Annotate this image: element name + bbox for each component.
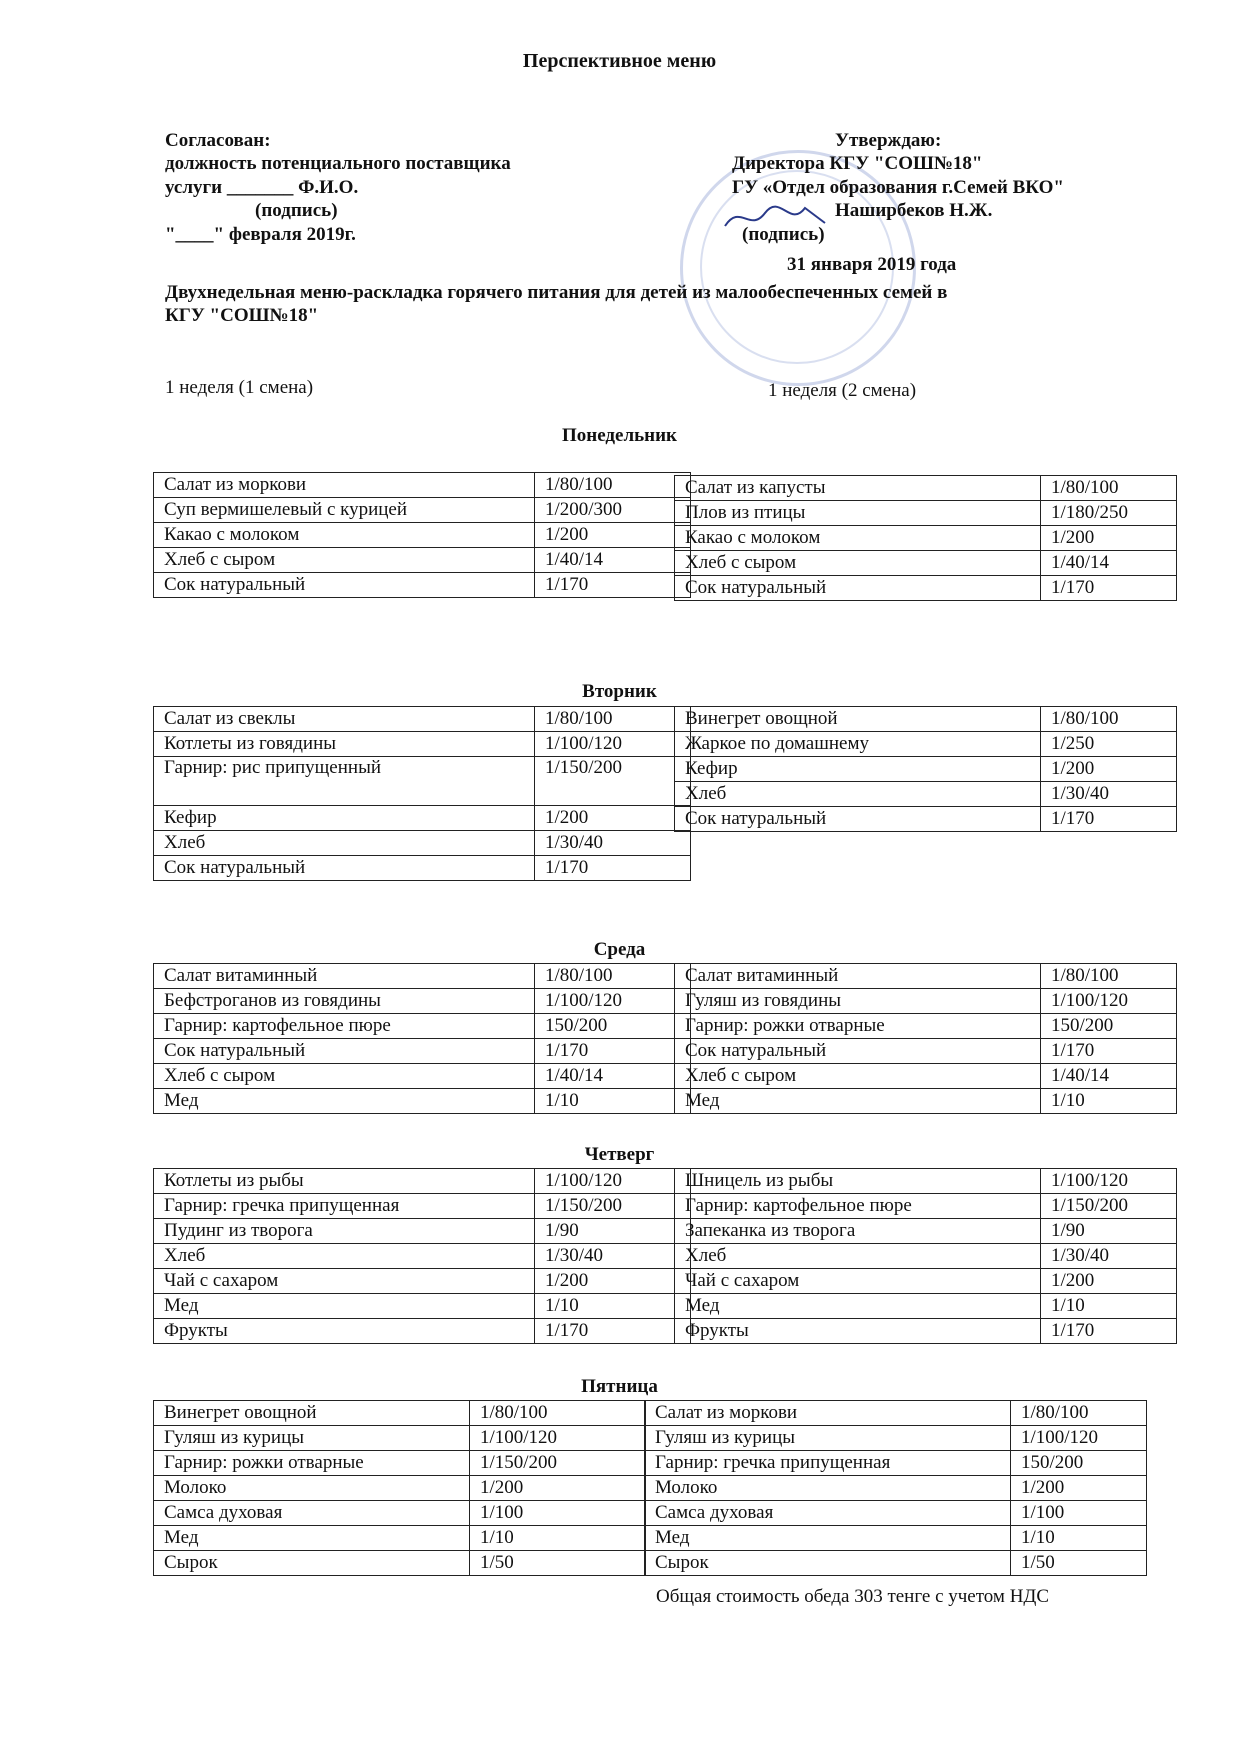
portion-size: 1/10: [1011, 1526, 1147, 1551]
dish-name: Сок натуральный: [675, 1039, 1041, 1064]
portion-size: 1/250: [1041, 732, 1177, 757]
menu-row: [675, 476, 1177, 501]
menu-row: [675, 526, 1177, 551]
menu-row: [675, 501, 1177, 526]
total-cost-note: Общая стоимость обеда 303 тенге с учетом НДС: [656, 1586, 1050, 1607]
menu-row: [154, 964, 691, 989]
dish-name: Хлеб: [675, 1244, 1041, 1269]
menu-row: [154, 1089, 691, 1114]
portion-size: 1/180/250: [1041, 501, 1177, 526]
menu-table-friday-shift2: [644, 1400, 1147, 1576]
dish-name: Сок натуральный: [154, 1039, 535, 1064]
dish-name: Фрукты: [675, 1319, 1041, 1344]
department-name: ГУ «Отдел образования г.Семей ВКО": [732, 177, 1064, 198]
dish-name: Винегрет овощной: [675, 707, 1041, 732]
menu-row: [675, 1169, 1177, 1194]
menu-table-monday-shift1: [153, 472, 691, 598]
dish-name: Хлеб с сыром: [154, 548, 535, 573]
dish-name: Гуляш из курицы: [154, 1426, 470, 1451]
portion-size: 1/100/120: [535, 1169, 691, 1194]
menu-row: [675, 757, 1177, 782]
dish-name: Кефир: [675, 757, 1041, 782]
menu-row: [154, 831, 691, 856]
menu-row: [154, 1269, 691, 1294]
menu-table-monday-shift2: [674, 475, 1177, 601]
dish-name: Шницель из рыбы: [675, 1169, 1041, 1194]
portion-size: 1/100: [1011, 1501, 1147, 1526]
supplier-name-line: услуги _______ Ф.И.О.: [165, 177, 359, 198]
portion-size: 1/40/14: [535, 548, 691, 573]
portion-size: 150/200: [1041, 1014, 1177, 1039]
menu-row: [154, 1039, 691, 1064]
menu-row: [645, 1501, 1147, 1526]
portion-size: 1/10: [470, 1526, 646, 1551]
menu-row: [154, 856, 691, 881]
dish-name: Запеканка из творога: [675, 1219, 1041, 1244]
dish-name: Хлеб с сыром: [154, 1064, 535, 1089]
portion-size: 1/170: [1041, 1039, 1177, 1064]
dish-name: Котлеты из говядины: [154, 732, 535, 757]
dish-name: Салат из моркови: [645, 1401, 1011, 1426]
menu-row: [154, 1219, 691, 1244]
portion-size: 150/200: [1011, 1451, 1147, 1476]
menu-row: [675, 1219, 1177, 1244]
portion-size: 1/170: [535, 856, 691, 881]
portion-size: 1/30/40: [1041, 1244, 1177, 1269]
menu-row: [154, 1551, 646, 1576]
dish-name: Бефстроганов из говядины: [154, 989, 535, 1014]
dish-name: Гарнир: рожки отварные: [154, 1451, 470, 1476]
portion-size: 1/170: [535, 1039, 691, 1064]
portion-size: 1/80/100: [535, 473, 691, 498]
menu-row: [154, 1319, 691, 1344]
menu-row: [154, 1064, 691, 1089]
description-line-1: Двухнедельная меню-раскладка горячего питания для детей из малообеспеченных семей в: [165, 282, 948, 303]
menu-row: [675, 989, 1177, 1014]
dish-name: Чай с сахаром: [675, 1269, 1041, 1294]
portion-size: 1/150/200: [1041, 1194, 1177, 1219]
dish-name: Сырок: [154, 1551, 470, 1576]
portion-size: 1/10: [535, 1294, 691, 1319]
portion-size: 1/80/100: [1011, 1401, 1147, 1426]
menu-row: [675, 1269, 1177, 1294]
dish-name: Хлеб: [675, 782, 1041, 807]
portion-size: 1/40/14: [535, 1064, 691, 1089]
menu-row: [154, 573, 691, 598]
menu-row: [675, 707, 1177, 732]
menu-row: [154, 498, 691, 523]
dish-name: Какао с молоком: [675, 526, 1041, 551]
dish-name: Кефир: [154, 806, 535, 831]
menu-row: [675, 1064, 1177, 1089]
dish-name: Суп вермишелевый с курицей: [154, 498, 535, 523]
dish-name: Самса духовая: [154, 1501, 470, 1526]
menu-row: [675, 576, 1177, 601]
portion-size: 1/170: [535, 1319, 691, 1344]
menu-row: [154, 732, 691, 757]
portion-size: 1/80/100: [470, 1401, 646, 1426]
menu-row: [154, 1426, 646, 1451]
menu-table-wednesday-shift2: [674, 963, 1177, 1114]
dish-name: Плов из птицы: [675, 501, 1041, 526]
dish-name: Хлеб с сыром: [675, 551, 1041, 576]
portion-size: 1/100/120: [1011, 1426, 1147, 1451]
day-heading-thursday: Четверг: [584, 1144, 655, 1165]
portion-size: 1/100: [470, 1501, 646, 1526]
menu-table-friday-shift1: [153, 1400, 646, 1576]
menu-row: [675, 1244, 1177, 1269]
menu-row: [675, 1194, 1177, 1219]
description-line-2: КГУ "СОШ№18": [165, 305, 319, 326]
portion-size: 1/200: [535, 523, 691, 548]
menu-row: [645, 1401, 1147, 1426]
menu-row: [154, 1014, 691, 1039]
portion-size: 1/200: [535, 1269, 691, 1294]
portion-size: 1/200: [535, 806, 691, 831]
portion-size: 1/200/300: [535, 498, 691, 523]
dish-name: Мед: [154, 1089, 535, 1114]
dish-name: Мед: [675, 1294, 1041, 1319]
signature-caption-left: (подпись): [255, 200, 338, 221]
menu-row: [675, 782, 1177, 807]
menu-table-tuesday-shift2: [674, 706, 1177, 832]
dish-name: Жаркое по домашнему: [675, 732, 1041, 757]
menu-row: [154, 1244, 691, 1269]
menu-row: [154, 707, 691, 732]
portion-size: 1/80/100: [1041, 964, 1177, 989]
signature-caption-right: (подпись): [742, 224, 825, 245]
menu-table-thursday-shift2: [674, 1168, 1177, 1344]
approve-label: Утверждаю:: [835, 130, 942, 151]
dish-name: Молоко: [154, 1476, 470, 1501]
agreed-label: Согласован:: [165, 130, 271, 151]
dish-name: Хлеб с сыром: [675, 1064, 1041, 1089]
portion-size: 1/90: [535, 1219, 691, 1244]
menu-table-thursday-shift1: [153, 1168, 691, 1344]
portion-size: 1/100/120: [1041, 1169, 1177, 1194]
dish-name: Гарнир: картофельное пюре: [154, 1014, 535, 1039]
menu-row: [675, 1089, 1177, 1114]
portion-size: 1/40/14: [1041, 1064, 1177, 1089]
portion-size: 1/100/120: [470, 1426, 646, 1451]
shift-label-right: 1 неделя (2 смена): [768, 380, 917, 401]
menu-row: [645, 1551, 1147, 1576]
menu-row: [154, 1294, 691, 1319]
portion-size: 1/200: [470, 1476, 646, 1501]
dish-name: Сок натуральный: [154, 856, 535, 881]
menu-row: [675, 964, 1177, 989]
menu-row: [675, 1014, 1177, 1039]
menu-row: [154, 523, 691, 548]
dish-name: Гарнир: рис припущенный: [154, 757, 535, 806]
menu-row: [645, 1476, 1147, 1501]
portion-size: 1/40/14: [1041, 551, 1177, 576]
dish-name: Салат из свеклы: [154, 707, 535, 732]
dish-name: Мед: [154, 1526, 470, 1551]
dish-name: Мед: [645, 1526, 1011, 1551]
portion-size: 1/10: [1041, 1294, 1177, 1319]
dish-name: Фрукты: [154, 1319, 535, 1344]
portion-size: 1/150/200: [535, 1194, 691, 1219]
dish-name: Молоко: [645, 1476, 1011, 1501]
menu-row: [675, 1039, 1177, 1064]
menu-row: [154, 548, 691, 573]
dish-name: Салат из капусты: [675, 476, 1041, 501]
menu-table-tuesday-shift1: [153, 706, 691, 881]
portion-size: 1/30/40: [1041, 782, 1177, 807]
dish-name: Мед: [675, 1089, 1041, 1114]
portion-size: 1/200: [1041, 757, 1177, 782]
portion-size: 1/80/100: [1041, 707, 1177, 732]
dish-name: Котлеты из рыбы: [154, 1169, 535, 1194]
portion-size: 1/50: [470, 1551, 646, 1576]
portion-size: 1/80/100: [535, 707, 691, 732]
portion-size: 1/80/100: [535, 964, 691, 989]
portion-size: 1/200: [1041, 526, 1177, 551]
day-heading-tuesday: Вторник: [582, 681, 657, 702]
day-heading-monday: Понедельник: [561, 425, 677, 446]
portion-size: 1/50: [1011, 1551, 1147, 1576]
dish-name: Сок натуральный: [154, 573, 535, 598]
menu-row: [645, 1451, 1147, 1476]
approval-date: 31 января 2019 года: [787, 254, 957, 275]
portion-size: 1/80/100: [1041, 476, 1177, 501]
portion-size: 1/150/200: [470, 1451, 646, 1476]
day-heading-wednesday: Среда: [593, 939, 646, 960]
menu-table-wednesday-shift1: [153, 963, 691, 1114]
menu-row: [675, 807, 1177, 832]
date-line-left: "____" февраля 2019г.: [165, 224, 356, 245]
dish-name: Салат витаминный: [675, 964, 1041, 989]
menu-row: [675, 551, 1177, 576]
dish-name: Какао с молоком: [154, 523, 535, 548]
portion-size: 1/30/40: [535, 1244, 691, 1269]
menu-row: [675, 1319, 1177, 1344]
dish-name: Хлеб: [154, 1244, 535, 1269]
dish-name: Чай с сахаром: [154, 1269, 535, 1294]
shift-label-left: 1 неделя (1 смена): [165, 377, 314, 398]
menu-row: [154, 1501, 646, 1526]
portion-size: 1/100/120: [535, 989, 691, 1014]
dish-name: Хлеб: [154, 831, 535, 856]
portion-size: 1/100/120: [535, 732, 691, 757]
dish-name: Сырок: [645, 1551, 1011, 1576]
menu-row: [645, 1526, 1147, 1551]
portion-size: 150/200: [535, 1014, 691, 1039]
menu-row: [154, 757, 691, 806]
dish-name: Сок натуральный: [675, 807, 1041, 832]
dish-name: Гарнир: картофельное пюре: [675, 1194, 1041, 1219]
director-name: Наширбеков Н.Ж.: [835, 200, 993, 221]
menu-row: [154, 1476, 646, 1501]
dish-name: Салат витаминный: [154, 964, 535, 989]
dish-name: Пудинг из творога: [154, 1219, 535, 1244]
day-heading-friday: Пятница: [581, 1376, 658, 1397]
menu-row: [154, 1526, 646, 1551]
menu-row: [154, 1169, 691, 1194]
portion-size: 1/10: [1041, 1089, 1177, 1114]
supplier-position: должность потенциального поставщика: [165, 153, 511, 174]
menu-row: [154, 1194, 691, 1219]
menu-row: [675, 1294, 1177, 1319]
portion-size: 1/200: [1011, 1476, 1147, 1501]
menu-row: [645, 1426, 1147, 1451]
dish-name: Винегрет овощной: [154, 1401, 470, 1426]
menu-row: [154, 989, 691, 1014]
dish-name: Гуляш из курицы: [645, 1426, 1011, 1451]
dish-name: Гарнир: гречка припущенная: [645, 1451, 1011, 1476]
portion-size: 1/30/40: [535, 831, 691, 856]
portion-size: 1/170: [1041, 576, 1177, 601]
portion-size: 1/10: [535, 1089, 691, 1114]
dish-name: Салат из моркови: [154, 473, 535, 498]
menu-row: [154, 473, 691, 498]
menu-row: [154, 806, 691, 831]
portion-size: 1/90: [1041, 1219, 1177, 1244]
dish-name: Гарнир: рожки отварные: [675, 1014, 1041, 1039]
dish-name: Мед: [154, 1294, 535, 1319]
portion-size: 1/170: [1041, 807, 1177, 832]
menu-row: [154, 1401, 646, 1426]
portion-size: 1/100/120: [1041, 989, 1177, 1014]
page-title: Перспективное меню: [522, 50, 717, 72]
dish-name: Сок натуральный: [675, 576, 1041, 601]
portion-size: 1/170: [1041, 1319, 1177, 1344]
portion-size: 1/150/200: [535, 757, 691, 806]
menu-row: [675, 732, 1177, 757]
dish-name: Гарнир: гречка припущенная: [154, 1194, 535, 1219]
portion-size: 1/170: [535, 573, 691, 598]
portion-size: 1/200: [1041, 1269, 1177, 1294]
menu-row: [154, 1451, 646, 1476]
dish-name: Самса духовая: [645, 1501, 1011, 1526]
dish-name: Гуляш из говядины: [675, 989, 1041, 1014]
director-title: Директора КГУ "СОШ№18": [732, 153, 983, 174]
